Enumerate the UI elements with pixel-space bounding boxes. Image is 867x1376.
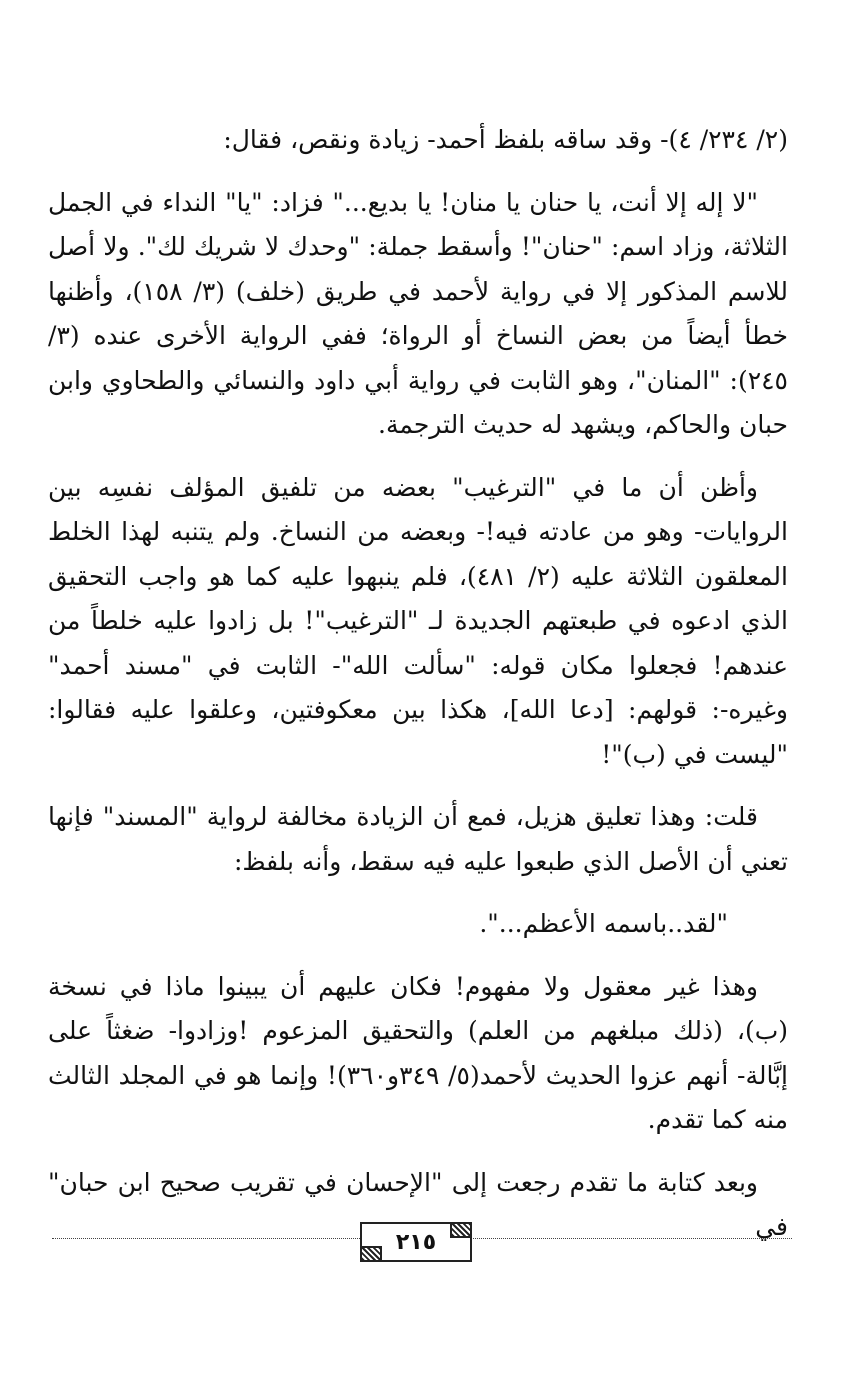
page-number: ٢١٥ bbox=[395, 1229, 437, 1255]
paragraph-3: وأظن أن ما في "الترغيب" بعضه من تلفيق المؤلف نفسِه بين الروايات- وهو من عادته فيه!- وبعضه من النساخ. ولم يتنبه لهذا الخلط المعلقون الثلاثة عليه (٢/ ٤٨١)، فلم ينبهوا عليه كما هو واجب التحقيق الذي ادعوه في طبعتهم الجديدة لـ "الترغيب"! بل زادوا عليه خلطاً من عندهم! فجعلوا مكان قوله: "سألت الله"- الثابت في "مسند أحمد" وغيره-: قولهم: [دعا الله]، هكذا بين معكوفتين، وعلقوا عليه فقالوا: "ليست في (ب)"! bbox=[48, 472, 788, 769]
paragraph-2: "لا إله إلا أنت، يا حنان يا منان! يا بديع..." فزاد: "يا" النداء في الجمل الثلاثة، وزاد اسم: "حنان"! وأسقط جملة: "وحدك لا شريك لك". ولا أصل للاسم المذكور إلا في رواية لأحمد في طريق (خلف) (٣/ ١٥٨)، وأظنها خطأ أيضاً من بعض النساخ أو الرواة؛ ففي الرواية الأخرى عنده (٣/ ٢٤٥): "المنان"، وهو الثابت في رواية أبي داود والنسائي والطحاوي وابن حبان والحاكم، ويشهد له حديث الترجمة. bbox=[48, 187, 788, 439]
page-number-box bbox=[360, 1222, 472, 1262]
quoted-line: "لقد..باسمه الأعظم...". bbox=[479, 909, 728, 938]
page-footer bbox=[52, 1222, 792, 1266]
paragraph-5: وهذا غير معقول ولا مفهوم! فكان عليهم أن يبينوا ماذا في نسخة (ب)، (ذلك مبلغهم من العلم) والتحقيق المزعوم !وزادوا- ضغثاً على إبَّالة- أنهم عزوا الحديث لأحمد(٥/ ٣٤٩و٣٦٠)! وإنما هو في المجلد الثالث منه كما تقدم. bbox=[48, 971, 788, 1134]
corner-ornament-icon bbox=[450, 1222, 472, 1238]
paragraph-1: (٢/ ٢٣٤/ ٤)- وقد ساقه بلفظ أحمد- زيادة ونقص، فقال: bbox=[223, 125, 788, 154]
page-body bbox=[48, 118, 788, 1250]
paragraph-4: قلت: وهذا تعليق هزيل، فمع أن الزيادة مخالفة لرواية "المسند" فإنها تعني أن الأصل الذي طبعوا عليه فيه سقط، وأنه بلفظ: bbox=[48, 802, 788, 876]
corner-ornament-icon bbox=[360, 1246, 382, 1262]
paragraph-6: وبعد كتابة ما تقدم رجعت إلى "الإحسان في تقريب صحيح ابن حبان" في bbox=[48, 1167, 788, 1241]
